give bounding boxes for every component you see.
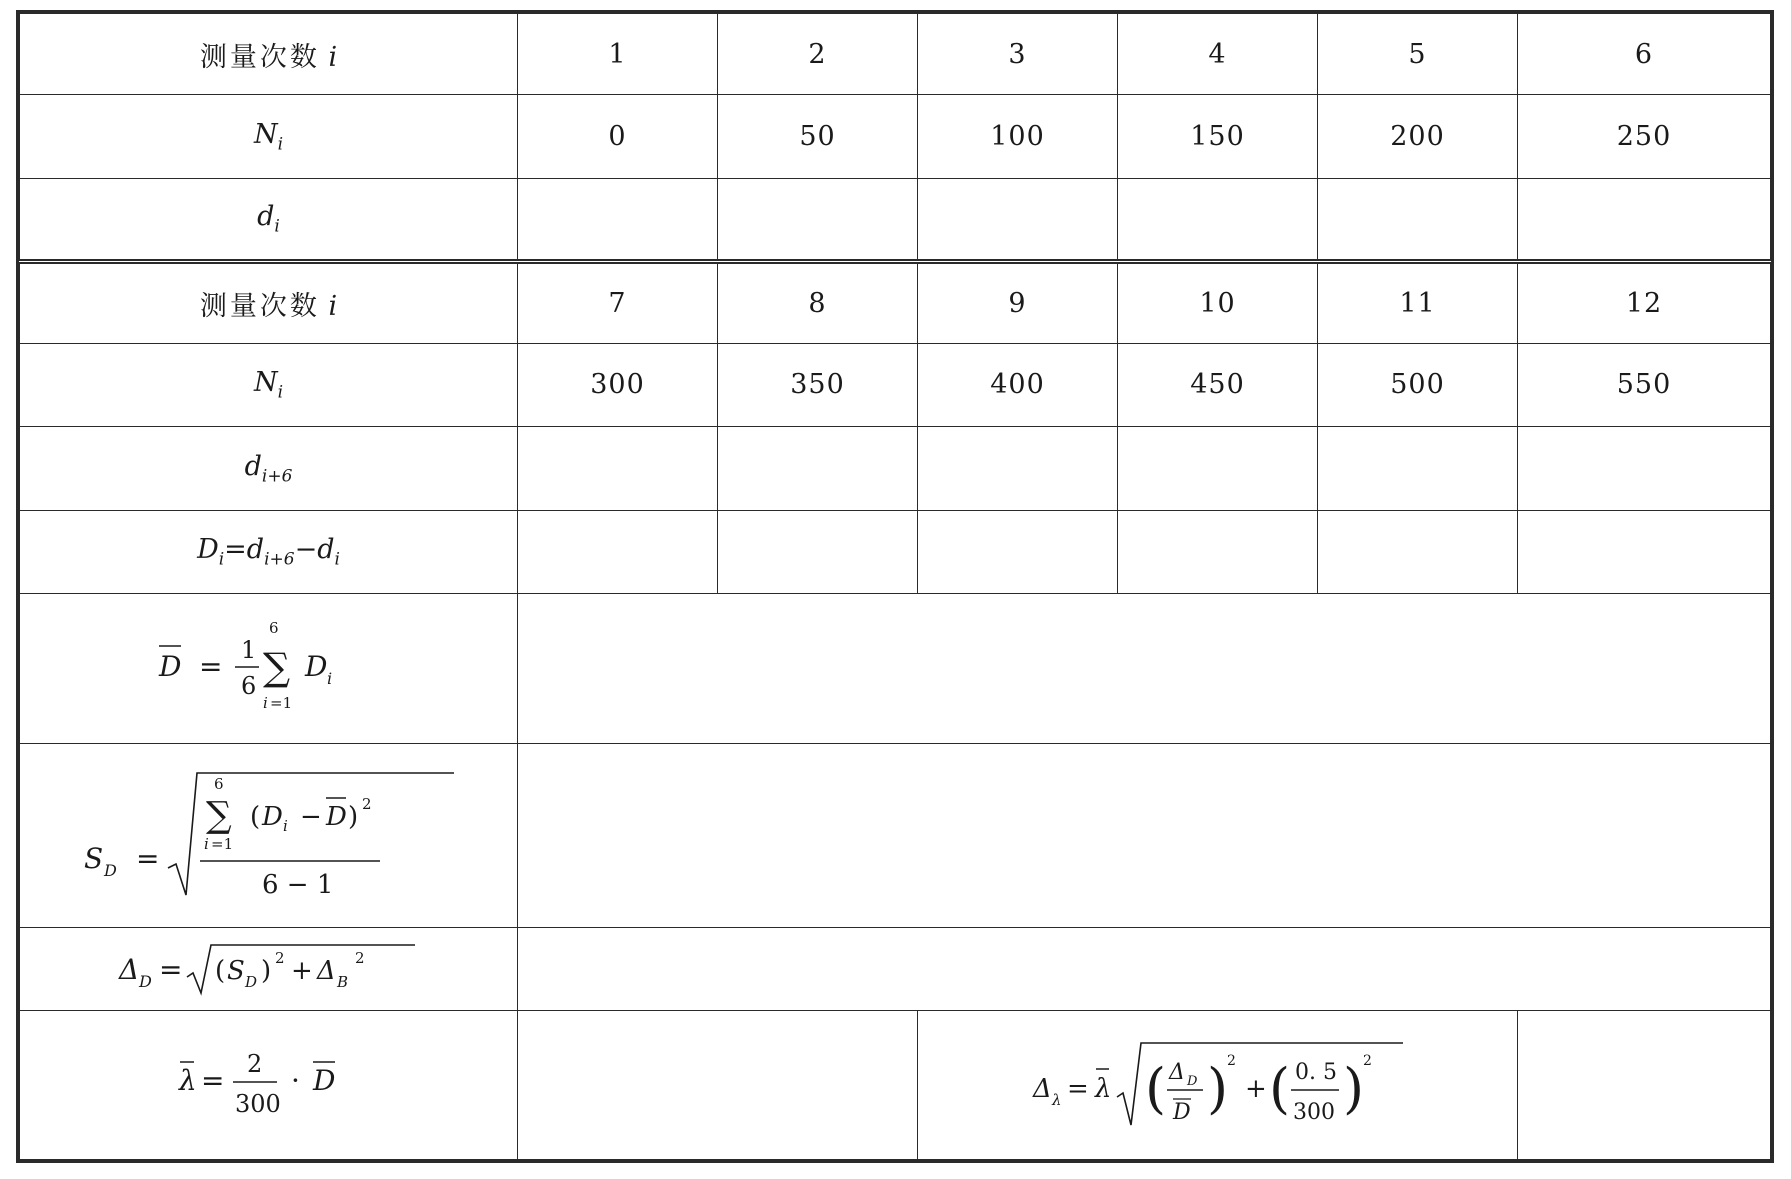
svg-text:+: + <box>1244 1074 1267 1105</box>
N-cell: 300 <box>518 343 718 426</box>
svg-text:D: D <box>244 972 257 991</box>
formula-SD <box>20 743 518 927</box>
svg-text:D: D <box>103 861 117 881</box>
svg-text:2: 2 <box>1226 1053 1236 1070</box>
N-cell: 50 <box>718 95 918 178</box>
d-cell[interactable] <box>1118 178 1318 261</box>
table-row <box>20 427 1771 510</box>
svg-text:D: D <box>325 802 347 833</box>
Di-cell[interactable] <box>718 510 918 593</box>
svg-text:−: − <box>299 802 322 833</box>
svg-text:Δ: Δ <box>1168 1060 1185 1086</box>
svg-text:2: 2 <box>246 1050 262 1079</box>
svg-text:D: D <box>312 1064 335 1098</box>
count-cell: 10 <box>1118 262 1318 343</box>
lambda-value-cell[interactable] <box>518 1011 918 1160</box>
svg-text:Δ: Δ <box>1032 1074 1052 1105</box>
svg-text:300: 300 <box>1292 1100 1335 1126</box>
svg-text:): ) <box>260 955 271 986</box>
table-row <box>20 95 1771 178</box>
row-label-N: $N_i$ <box>20 95 518 178</box>
count-cell: 6 <box>1518 14 1771 95</box>
svg-text:S: S <box>83 842 103 876</box>
d-i6-cell[interactable] <box>918 427 1118 510</box>
svg-text:S: S <box>226 955 245 986</box>
svg-text:D: D <box>138 971 152 991</box>
row-label-count: 测量次数 i <box>20 14 518 95</box>
svg-text:Δ: Δ <box>118 952 139 986</box>
row-label-d-i6: $d_{i+6}$ <box>20 427 518 510</box>
N-cell: 250 <box>1518 95 1771 178</box>
d-i6-cell[interactable] <box>1518 427 1771 510</box>
formula-Dbar-svg <box>159 618 379 718</box>
DeltaD-value-cell[interactable] <box>518 927 1771 1010</box>
svg-text:=: = <box>198 650 222 684</box>
svg-text:+: + <box>290 955 313 986</box>
svg-text:(: ( <box>1268 1057 1290 1121</box>
d-i6-cell[interactable] <box>518 427 718 510</box>
svg-text:λ: λ <box>1094 1074 1111 1105</box>
DeltaLambda-value-cell[interactable] <box>1518 1011 1771 1160</box>
svg-text:6: 6 <box>213 775 224 794</box>
svg-text:=: = <box>1066 1074 1089 1105</box>
table-row <box>20 14 1771 95</box>
count-cell: 3 <box>918 14 1118 95</box>
svg-text:D: D <box>304 650 327 684</box>
d-i6-cell[interactable] <box>718 427 918 510</box>
d-cell[interactable] <box>1318 178 1518 261</box>
svg-text:6 − 1: 6 − 1 <box>261 870 333 901</box>
svg-text:2: 2 <box>354 948 365 967</box>
svg-text:·: · <box>290 1064 300 1098</box>
table-row <box>20 743 1771 927</box>
svg-text:D: D <box>1186 1074 1197 1090</box>
d-cell[interactable] <box>718 178 918 261</box>
Di-cell[interactable] <box>1318 510 1518 593</box>
formula-lambda-svg <box>179 1040 359 1130</box>
svg-text:(: ( <box>249 802 260 833</box>
measurement-table <box>16 10 1774 1163</box>
row-label-d: $d_i$ <box>20 178 518 261</box>
Dbar-value-cell[interactable] <box>518 593 1771 743</box>
d-cell[interactable] <box>518 178 718 261</box>
formula-lambda <box>20 1011 518 1160</box>
N-cell: 350 <box>718 343 918 426</box>
svg-text:): ) <box>347 802 358 833</box>
svg-text:6: 6 <box>268 619 279 638</box>
count-cell: 12 <box>1518 262 1771 343</box>
svg-text:∑: ∑ <box>262 645 290 690</box>
N-cell: 450 <box>1118 343 1318 426</box>
formula-Dbar <box>20 593 518 743</box>
count-cell: 8 <box>718 262 918 343</box>
svg-text:i: i <box>262 694 268 713</box>
N-cell: 200 <box>1318 95 1518 178</box>
svg-text:D: D <box>261 802 283 833</box>
svg-text:i: i <box>326 669 332 689</box>
svg-text:): ) <box>1342 1057 1364 1121</box>
svg-text:2: 2 <box>361 795 372 814</box>
svg-text:D: D <box>158 650 181 684</box>
Di-cell[interactable] <box>1118 510 1318 593</box>
Di-cell[interactable] <box>918 510 1118 593</box>
svg-text:0. 5: 0. 5 <box>1294 1060 1337 1086</box>
N-cell: 400 <box>918 343 1118 426</box>
svg-text:=: = <box>158 952 182 986</box>
row-label-N: $N_i$ <box>20 343 518 426</box>
svg-text:B: B <box>336 972 348 991</box>
svg-text:∑: ∑ <box>205 795 232 837</box>
d-i6-cell[interactable] <box>1318 427 1518 510</box>
count-cell: 7 <box>518 262 718 343</box>
N-cell: 100 <box>918 95 1118 178</box>
svg-text:300: 300 <box>234 1090 281 1119</box>
count-cell: 11 <box>1318 262 1518 343</box>
svg-text:(: ( <box>214 955 225 986</box>
table-row <box>20 510 1771 593</box>
svg-text:λ: λ <box>178 1064 197 1098</box>
svg-text:2: 2 <box>1362 1053 1372 1070</box>
count-cell: 2 <box>718 14 918 95</box>
formula-DeltaLambda <box>918 1011 1518 1160</box>
Di-cell[interactable] <box>1518 510 1771 593</box>
d-cell[interactable] <box>918 178 1118 261</box>
svg-text:(: ( <box>1144 1057 1166 1121</box>
d-cell[interactable] <box>1518 178 1771 261</box>
row-label-Di: $D_i=d_{i+6}-d_i$ <box>20 510 518 593</box>
svg-text:=: = <box>135 842 159 876</box>
svg-text:6: 6 <box>240 672 256 701</box>
svg-text:=: = <box>200 1064 224 1098</box>
Di-cell[interactable] <box>518 510 718 593</box>
SD-value-cell[interactable] <box>518 743 1771 927</box>
svg-text:): ) <box>1206 1057 1228 1121</box>
svg-text:2: 2 <box>274 948 285 967</box>
table-row <box>20 1011 1771 1160</box>
N-cell: 0 <box>518 95 718 178</box>
table-row <box>20 593 1771 743</box>
N-cell: 500 <box>1318 343 1518 426</box>
svg-text:i: i <box>203 835 209 854</box>
d-i6-cell[interactable] <box>1118 427 1318 510</box>
count-cell: 5 <box>1318 14 1518 95</box>
table-row <box>20 927 1771 1010</box>
svg-text:λ: λ <box>1051 1091 1062 1110</box>
count-cell: 1 <box>518 14 718 95</box>
count-cell: 4 <box>1118 14 1318 95</box>
N-cell: 550 <box>1518 343 1771 426</box>
table-row <box>20 343 1771 426</box>
table-row <box>20 262 1771 343</box>
formula-SD-svg <box>84 765 454 905</box>
svg-text:D: D <box>1172 1100 1191 1126</box>
formula-DeltaD <box>20 927 518 1010</box>
count-cell: 9 <box>918 262 1118 343</box>
table-row <box>20 178 1771 261</box>
formula-DeltaD-svg <box>119 939 419 999</box>
svg-text:Δ: Δ <box>316 955 336 986</box>
formula-DeltaLambda-svg <box>1033 1035 1403 1135</box>
svg-text:i: i <box>282 817 288 836</box>
svg-text:=1: =1 <box>210 835 233 854</box>
N-cell: 150 <box>1118 95 1318 178</box>
svg-text:1: 1 <box>240 636 256 665</box>
row-label-count: 测量次数 i <box>20 262 518 343</box>
svg-text:=1: =1 <box>269 694 292 713</box>
